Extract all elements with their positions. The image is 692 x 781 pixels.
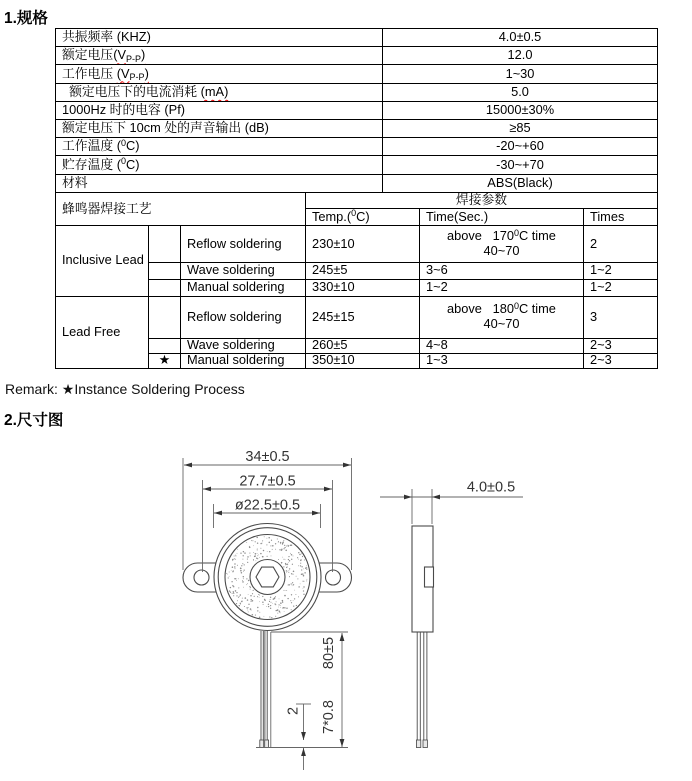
dim-overall-width: 34±0.5	[245, 449, 290, 465]
side-wire-tip-left	[416, 740, 420, 748]
solder-time: 4~8	[419, 338, 583, 354]
solder-time: 1~2	[419, 279, 583, 296]
solder-temp: 330±10	[305, 279, 419, 296]
solder-times: 2	[583, 225, 658, 262]
dim-tip-length: 2	[285, 706, 302, 716]
spec-value: -20~+60	[382, 137, 658, 155]
solder-star	[148, 338, 180, 354]
spec-label: 额定电压下的电流消耗 (mA)	[55, 83, 382, 101]
dim-body-diameter: ø22.5±0.5	[234, 497, 301, 514]
solder-times: 1~2	[583, 279, 658, 296]
solder-time: 1~3	[419, 353, 583, 369]
spec-value: 5.0	[382, 83, 658, 101]
dim-thickness: 4.0±0.5	[466, 479, 516, 496]
solder-time: 3~6	[419, 262, 583, 279]
spec-label: 额定电压下 10cm 处的声音输出 (dB)	[55, 119, 382, 137]
spec-label: 工作温度 ( 0 C)	[55, 137, 382, 155]
solder-process: Reflow soldering	[180, 225, 305, 262]
solder-col-header-times: Times	[583, 208, 658, 225]
solder-times: 2~3	[583, 338, 658, 354]
solder-times: 3	[583, 296, 658, 338]
solder-star: ★	[148, 353, 180, 369]
front-wire-tip-left	[260, 740, 264, 748]
solder-process: Manual soldering	[180, 353, 305, 369]
solder-time: above $180^0C$ time 40~70	[419, 296, 583, 338]
spec-value: 15000±30%	[382, 101, 658, 119]
solder-process: Reflow soldering	[180, 296, 305, 338]
solder-temp: 260±5	[305, 338, 419, 354]
solder-times: 2~3	[583, 353, 658, 369]
solder-process: Wave soldering	[180, 338, 305, 354]
spec-value: ABS(Black)	[382, 174, 658, 192]
solder-group-1: Lead Free	[55, 296, 148, 369]
solder-params-header: 焊接参数	[305, 192, 658, 209]
dim-hole-pitch: 27.7±0.5	[239, 473, 296, 490]
solder-temp: 245±5	[305, 262, 419, 279]
spec-value: 1~30	[382, 64, 658, 82]
side-lead-wires	[417, 632, 427, 740]
solder-process: Wave soldering	[180, 262, 305, 279]
dim-lead-spec: 7*0.8	[321, 700, 337, 734]
remark-line: Remark: ★Instance Soldering Process	[5, 381, 245, 397]
solder-group-0: Inclusive Lead	[55, 225, 148, 296]
spec-label: 材料	[55, 174, 382, 192]
section2-title: 2.尺寸图	[4, 412, 64, 429]
solder-time: above $170^0C$ time 40~70	[419, 225, 583, 262]
spec-label: 工作电压 (V P-P )	[55, 64, 382, 82]
side-terminal-notch	[425, 567, 434, 587]
side-view	[380, 480, 523, 748]
solder-temp: 350±10	[305, 353, 419, 369]
section1-title: 1.规格	[4, 10, 48, 27]
solder-times: 1~2	[583, 262, 658, 279]
spec-value: 12.0	[382, 46, 658, 64]
center-hex-hole	[256, 567, 279, 587]
dim-lead-length: 80±5	[321, 636, 337, 670]
solder-star	[148, 262, 180, 279]
spec-label: 1000Hz 时的电容 (Pf)	[55, 101, 382, 119]
spec-label: 额定电压 (V P-P )	[55, 46, 382, 64]
dimension-drawing	[0, 430, 692, 781]
solder-star	[148, 279, 180, 296]
front-wire-tip-right	[265, 740, 269, 748]
solder-process: Manual soldering	[180, 279, 305, 296]
spec-value: 4.0±0.5	[382, 28, 658, 46]
solder-temp: 245±15	[305, 296, 419, 338]
spec-value: ≥85	[382, 119, 658, 137]
front-lead-wires	[261, 631, 267, 740]
solder-star	[148, 225, 180, 262]
spec-label: 共振频率 (KHZ)	[55, 28, 382, 46]
left-ear-hole	[194, 570, 209, 585]
solder-col-header-time: Time(Sec.)	[419, 208, 583, 225]
spec-label: 贮存温度 ( 0 C)	[55, 155, 382, 173]
side-wire-tip-right	[423, 740, 427, 748]
solder-temp: 230±10	[305, 225, 419, 262]
solder-col-header-temp: Temp.( 0 C)	[305, 208, 419, 225]
solder-star	[148, 296, 180, 338]
right-ear-hole	[326, 570, 341, 585]
solder-process-header: 蜂鸣器焊接工艺	[55, 192, 305, 225]
spec-value: -30~+70	[382, 155, 658, 173]
